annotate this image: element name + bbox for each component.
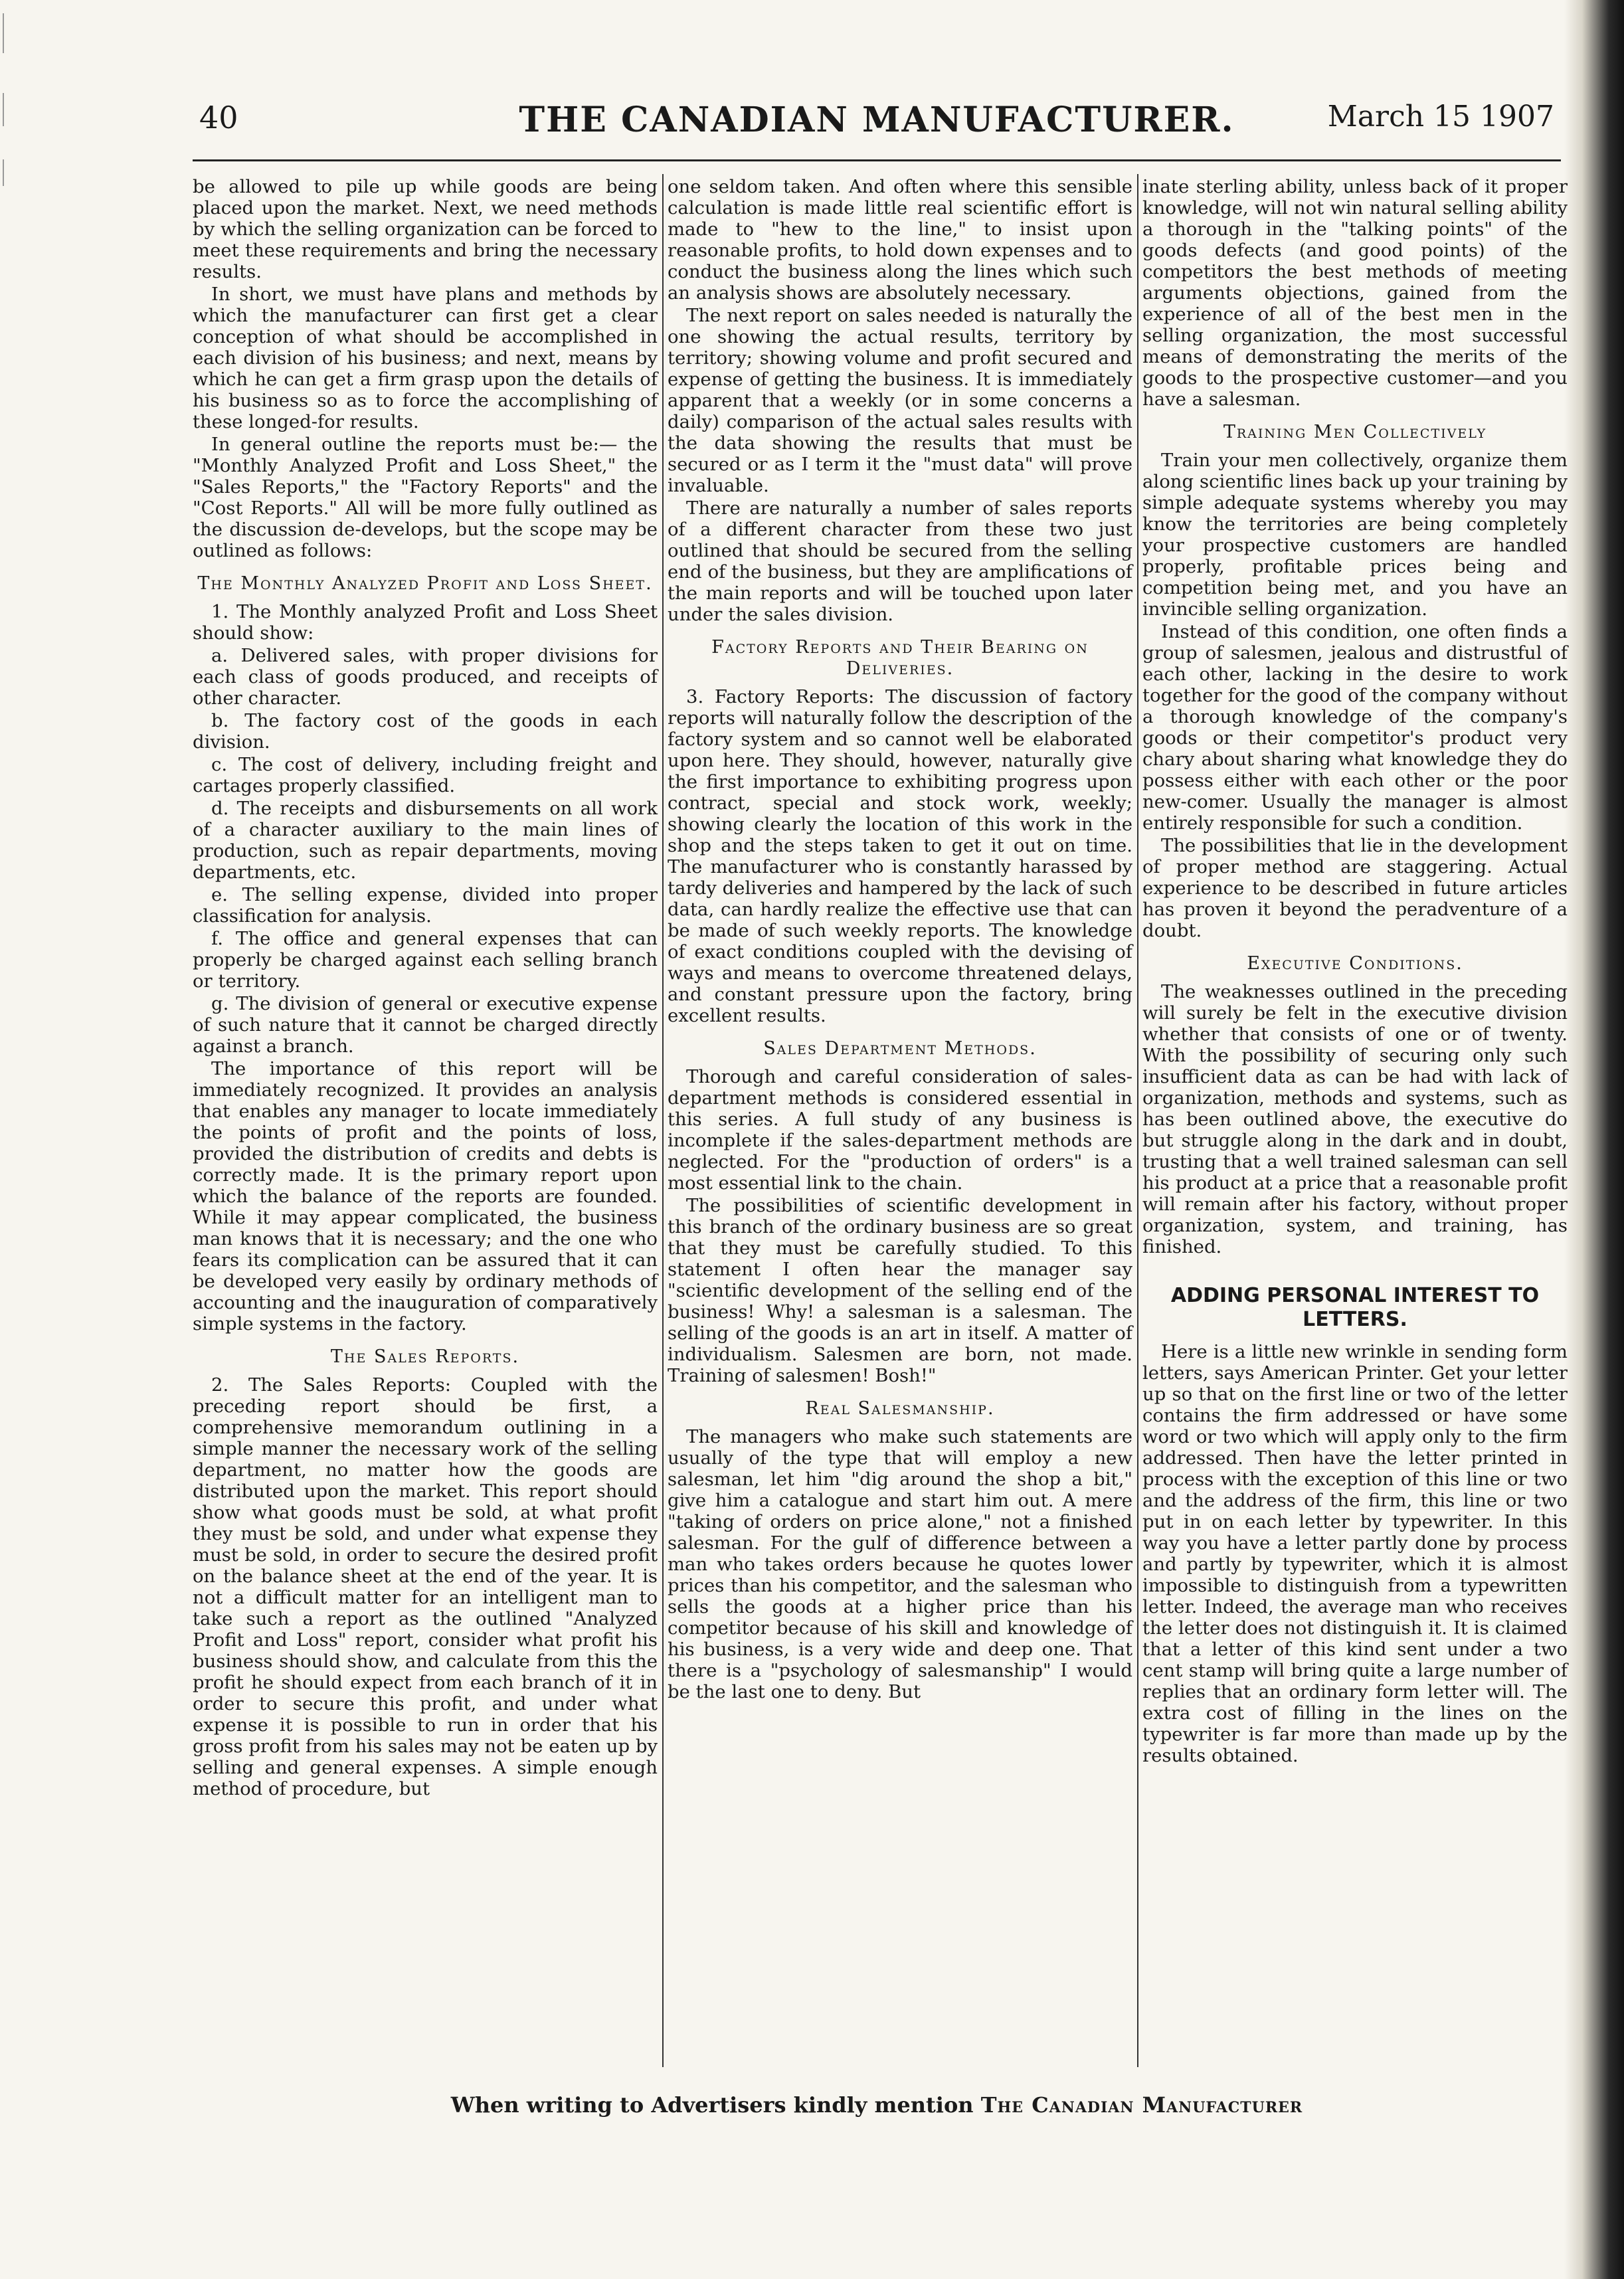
body-paragraph: e. The selling expense, divided into proper classification for analysis. xyxy=(193,884,658,927)
body-paragraph: The managers who make such statements are usually of the type that will employ a new salesman, let him "dig around the shop a bit," give him a catalogue and start him out. A mere "taking of orders on price alone," not a finished salesman. For the gulf of difference between a man who takes orders because he quotes lower prices than his competitor, and the salesman who sells the goods at a higher price than his competitor because of his skill and knowledge of his business, is a very wide and deep one. That there is a "psychology of salesmanship" I would be the last one to deny. But xyxy=(668,1426,1132,1702)
body-paragraph: c. The cost of delivery, including freight and cartages properly classified. xyxy=(193,754,658,796)
column-rule-1 xyxy=(662,174,664,2067)
section-heading: The Monthly Analyzed Profit and Loss Sheet. xyxy=(197,573,653,594)
column-1 xyxy=(193,176,658,1801)
section-heading: Training Men Collectively xyxy=(1223,422,1487,442)
body-paragraph: Train your men collectively, organize them along scientific lines back up your training by simple adequate systems whereby you may know the territories are being completely your prospective customers are handled properly, profitable prices being and competition being met, and you have an invincible selling organization. xyxy=(1142,450,1568,620)
article-headline: ADDING PERSONAL INTEREST TO LETTERS. xyxy=(1170,1284,1540,1331)
page-footer xyxy=(199,2092,1554,2118)
section-heading: Factory Reports and Their Bearing on Deliveries. xyxy=(711,637,1089,679)
page-header xyxy=(199,100,1554,146)
body-paragraph: 2. The Sales Reports: Coupled with the preceding report should be first, a comprehensive memorandum outlining in a simple manner the necessary work of the selling department, no matter how the goods are distributed upon the market. This report should show what goods must be sold, at what profit they must be sold, and under what expense they must be sold, in order to secure the desired profit on the balance sheet at the end of the year. It is not a difficult matter for an intelligent man to take such a report as the outlined "Analyzed Profit and Loss" report, consider what profit his business should show, and calculate from this the profit he should expect from each branch of it in order to secure this profit, and under what expense it is possible to run in order that his gross profit from his sales may not be eaten up by selling and general expenses. A simple enough method of procedure, but xyxy=(193,1374,658,1799)
body-paragraph: d. The receipts and disbursements on all work of a character auxiliary to the main lines of production, such as repair departments, moving departments, etc. xyxy=(193,798,658,883)
footer-publication: The Canadian Manufacturer xyxy=(980,2092,1303,2118)
body-paragraph: Here is a little new wrinkle in sending form letters, says American Printer. Get your letter up so that on the first line or two of the letter contains the firm addressed or have some word or two which will apply only to the firm addressed. Then have the letter printed in process with the exception of this line or two and the address of the firm, this line or two put in on each letter by typewriter. In this way you have a letter partly done by process and partly by typewriter, which it is almost impossible to distinguish from a typewritten letter. Indeed, the average man who receives the letter does not distinguish it. It is claimed that a letter of this kind sent under a two cent stamp will bring quite a large number of replies that an ordinary form letter will. The extra cost of filling in the lines on the typewriter is far more than made up by the results obtained. xyxy=(1142,1341,1568,1766)
section-heading: Executive Conditions. xyxy=(1247,953,1463,974)
body-paragraph: Instead of this condition, one often finds a group of salesmen, jealous and distrustful of each other, lacking in the desire to work together for the good of the company without a thorough knowledge of the company's goods or their competitor's product very chary about sharing what knowledge they do possess either with each other or the poor new-comer. Usually the manager is almost entirely responsible for such a condition. xyxy=(1142,621,1568,834)
body-paragraph: The possibilities that lie in the development of proper method are staggering. Actual experience to be described in future articles has proven it beyond the peradventure of a doubt. xyxy=(1142,835,1568,941)
body-paragraph: one seldom taken. And often where this sensible calculation is made little real scientific effort is made to "hew to the line," to insist upon reasonable profits, to hold down expenses and to conduct the business along the lines which such an analysis shows are absolutely necessary. xyxy=(668,176,1132,304)
body-paragraph: inate sterling ability, unless back of it proper knowledge, will not win natural selling ability a thorough in the "talking points" of the goods defects (and good points) of the competitors the best methods of meeting arguments objections, gained from the experience of all of the best men in the selling organization, the most successful means of demonstrating the merits of the goods to the prospective customer—and you have a salesman. xyxy=(1142,176,1568,410)
body-paragraph: In short, we must have plans and methods by which the manufacturer can first get a clear conception of what should be accomplished in each division of his business; and next, means by which he can get a firm grasp upon the details of his business so as to force the accomplishing of these longed-for results. xyxy=(193,284,658,432)
body-paragraph: 1. The Monthly analyzed Profit and Loss Sheet should show: xyxy=(193,601,658,644)
body-paragraph: b. The factory cost of the goods in each division. xyxy=(193,710,658,753)
section-heading: The Sales Reports. xyxy=(330,1346,520,1367)
section-heading: Sales Department Methods. xyxy=(763,1038,1037,1059)
body-paragraph: There are naturally a number of sales reports of a different character from these two just outlined that should be secured from the selling end of the business, but they are amplifications of the main reports and will be touched upon later under the sales division. xyxy=(668,498,1132,625)
body-paragraph: be allowed to pile up while goods are being placed upon the market. Next, we need methods by which the selling organization can be forced to meet these requirements and bring the necessary results. xyxy=(193,176,658,282)
margin-ticks xyxy=(0,0,13,266)
footer-text: When writing to Advertisers kindly mention xyxy=(450,2092,974,2118)
body-paragraph: a. Delivered sales, with proper divisions for each class of goods produced, and receipts of other character. xyxy=(193,645,658,709)
column-rule-2 xyxy=(1137,174,1138,2067)
page-number: 40 xyxy=(199,100,238,136)
issue-date: March 15 1907 xyxy=(1327,100,1554,134)
section-heading: Real Salesmanship. xyxy=(805,1398,995,1419)
body-paragraph: 3. Factory Reports: The discussion of factory reports will naturally follow the description of the factory system and so cannot well be elaborated upon here. They should, however, naturally give the first importance to exhibiting progress upon contract, special and stock work, weekly; showing clearly the location of this work in the shop and the steps taken to get it out on time. The manufacturer who is constantly harassed by tardy deliveries and hampered by the lack of such data, can hardly realize the effective use that can be made of such weekly reports. The knowledge of exact conditions coupled with the devising of ways and means to overcome threatened delays, and constant pressure upon the factory, bring excellent results. xyxy=(668,686,1132,1026)
header-rule xyxy=(193,159,1561,161)
body-paragraph: In general outline the reports must be:— the "Monthly Analyzed Profit and Loss Sheet," the "Sales Reports," the "Factory Reports" and the "Cost Reports." All will be more fully outlined as the discussion de-develops, but the scope may be outlined as follows: xyxy=(193,434,658,561)
body-paragraph: f. The office and general expenses that can properly be charged against each selling branch or territory. xyxy=(193,928,658,992)
body-paragraph: The next report on sales needed is naturally the one showing the actual results, territory by territory; showing volume and profit secured and expense of getting the business. It is immediately apparent that a weekly (or in some concerns a daily) comparison of the actual sales results with the data showing the results that must be secured or as I term it the "must data" will prove invaluable. xyxy=(668,305,1132,496)
body-paragraph: Thorough and careful consideration of sales-department methods is considered essential in this series. A full study of any business is incomplete if the sales-department methods are neglected. For the "production of orders" is a most essential link to the chain. xyxy=(668,1066,1132,1194)
body-paragraph: The weaknesses outlined in the preceding will surely be felt in the executive division whether that consists of one or of twenty. With the possibility of securing only such insufficient data as can be had with lack of organization, methods and systems, such as has been outlined above, the executive do but struggle along in the dark and in doubt, trusting that a well trained salesman can sell his product at a price that a reasonable profit will remain after his factory, without proper organization, system, and training, has finished. xyxy=(1142,981,1568,1257)
body-paragraph: g. The division of general or executive expense of such nature that it cannot be charged directly against a branch. xyxy=(193,993,658,1057)
scan-edge-shadow xyxy=(1564,0,1624,2279)
body-paragraph: The importance of this report will be immediately recognized. It provides an analysis that enables any manager to locate immediately the points of profit and the points of loss, provided the distribution of credits and debts is correctly made. It is the primary report upon which the balance of the reports are founded. While it may appear complicated, the business man knows that it is necessary; and the one who fears its complication can be assured that it can be developed very easily by ordinary methods of accounting and the inauguration of comparatively simple systems in the factory. xyxy=(193,1058,658,1334)
publication-title: THE CANADIAN MANUFACTURER. xyxy=(519,100,1235,140)
column-2 xyxy=(668,176,1132,1704)
column-3 xyxy=(1142,176,1568,1768)
body-paragraph: The possibilities of scientific development in this branch of the ordinary business are so great that they must be carefully studied. To this statement I often hear the manager say "scientific development of the selling end of the business! Why! a salesman is a salesman. The selling of the goods is an art in itself. A matter of individualism. Salesmen are born, not made. Training of salesmen! Bosh!" xyxy=(668,1195,1132,1386)
